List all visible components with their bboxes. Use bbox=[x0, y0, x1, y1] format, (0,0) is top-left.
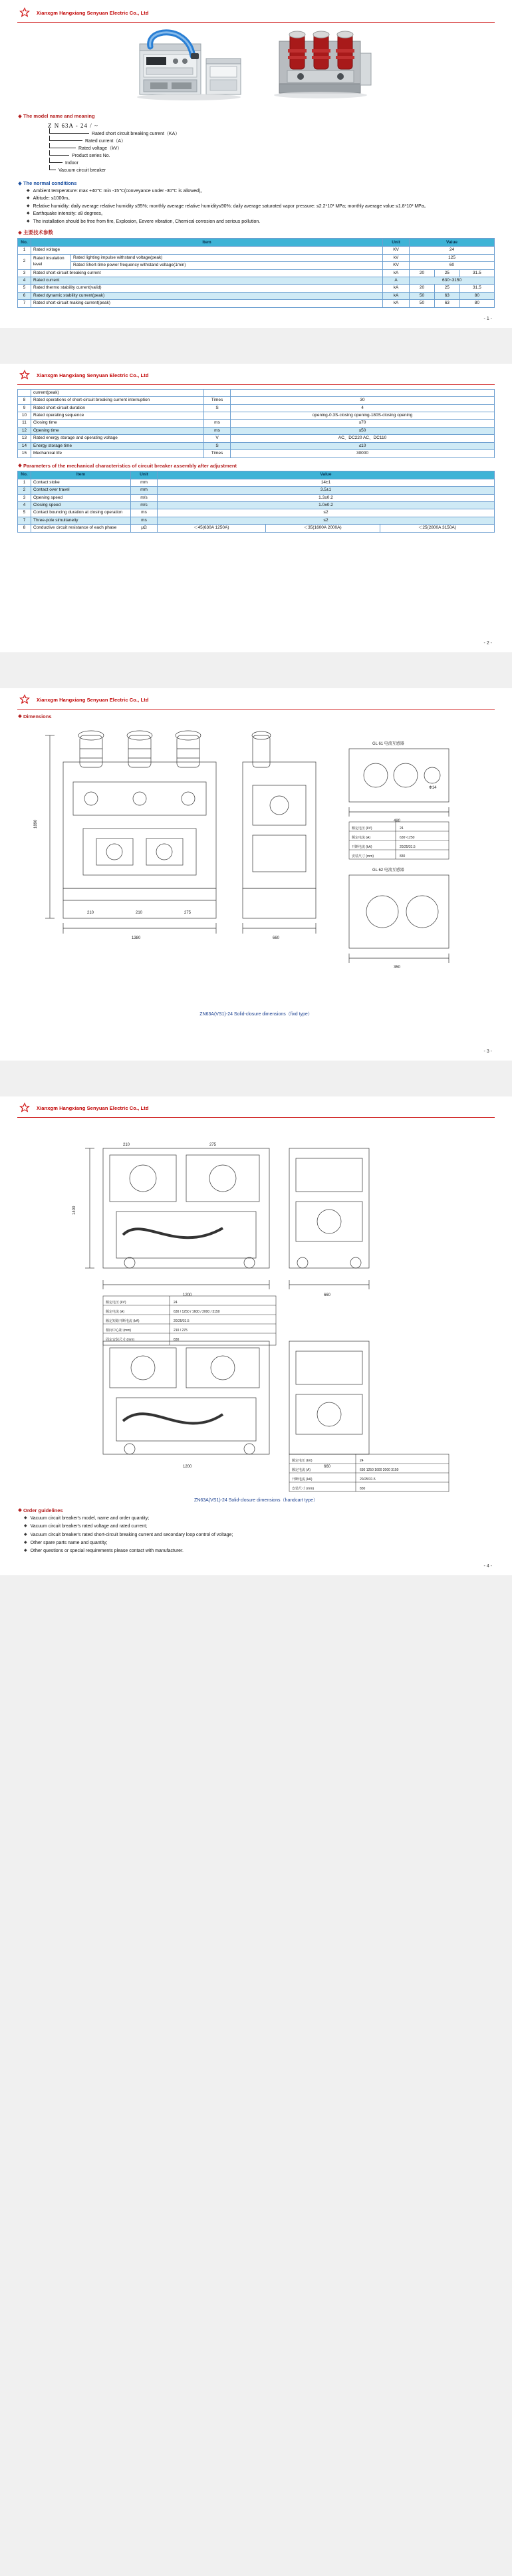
svg-text:额定电压 (kV): 额定电压 (kV) bbox=[292, 1458, 313, 1463]
svg-text:20/25/31.5: 20/25/31.5 bbox=[360, 1477, 376, 1481]
cell-unit: S bbox=[204, 442, 231, 450]
cell-item: Closing time bbox=[31, 420, 204, 427]
table-row bbox=[18, 525, 495, 532]
company-name: Xianxgm Hangxiang Senyuan Electric Co., Ltd bbox=[37, 1104, 149, 1111]
cell-subitem: Rated Short-time power frequency withstand voltage(1min) bbox=[71, 262, 383, 269]
bullet-square-icon bbox=[18, 182, 22, 186]
table-row bbox=[18, 487, 495, 494]
cell-unit: Times bbox=[204, 450, 231, 457]
model-line: Product series No. bbox=[49, 153, 495, 160]
cell-item: Closing speed bbox=[31, 501, 131, 509]
col-item: Item bbox=[31, 239, 383, 247]
cell-unit: KV bbox=[383, 262, 410, 269]
svg-text:额定电流 (A): 额定电流 (A) bbox=[292, 1468, 311, 1472]
main-parameters-table bbox=[17, 238, 495, 308]
cell-item: Rated insulation level bbox=[31, 254, 71, 269]
cell-value: 30 bbox=[231, 397, 495, 404]
svg-text:630 1250 1600 2000 3150: 630 1250 1600 2000 3150 bbox=[360, 1468, 399, 1472]
cell-no bbox=[18, 389, 31, 396]
cell-unit: kA bbox=[383, 292, 410, 299]
mechanical-parameters-table bbox=[17, 471, 495, 533]
document-header bbox=[17, 688, 495, 709]
leader-line-icon bbox=[49, 128, 89, 134]
section-dimensions bbox=[19, 713, 495, 719]
cell-item: Rated short-circuit making current(peak) bbox=[31, 300, 383, 307]
model-code: Z N 63A - 24 / ~ bbox=[48, 122, 98, 129]
cell-no: 5 bbox=[18, 509, 31, 517]
svg-text:660: 660 bbox=[324, 1293, 331, 1297]
cell-value: 30000 bbox=[231, 450, 495, 457]
cell-value: ≤70 bbox=[231, 420, 495, 427]
svg-text:20/25/31.5: 20/25/31.5 bbox=[400, 844, 416, 849]
col-unit: Unit bbox=[131, 471, 158, 479]
product-photos bbox=[17, 27, 495, 106]
table-row bbox=[18, 494, 495, 501]
section-model-meaning bbox=[19, 113, 495, 119]
company-name: Xianxgm Hangxiang Senyuan Electric Co., Ltd bbox=[37, 372, 149, 378]
cell-item: Rated current bbox=[31, 277, 383, 284]
section-main-tech bbox=[19, 229, 495, 236]
table-row bbox=[18, 277, 495, 284]
cell-value: ＜25(2800A 3150A) bbox=[380, 525, 494, 532]
cell-item: Opening speed bbox=[31, 494, 131, 501]
cell-value: 24 bbox=[410, 247, 495, 254]
table-row bbox=[18, 285, 495, 292]
svg-text:1890: 1890 bbox=[34, 819, 38, 829]
svg-text:350: 350 bbox=[394, 965, 401, 969]
cell-value: 50 bbox=[410, 300, 435, 307]
table-row bbox=[18, 389, 495, 396]
svg-text:275: 275 bbox=[184, 910, 192, 915]
document-header bbox=[17, 1096, 495, 1118]
cell-unit: Times bbox=[204, 397, 231, 404]
svg-text:830: 830 bbox=[400, 854, 406, 858]
svg-text:210 / 275: 210 / 275 bbox=[174, 1328, 188, 1333]
table-row bbox=[18, 517, 495, 524]
bullet-square-icon bbox=[18, 114, 22, 118]
cell-value: 630~3150 bbox=[410, 277, 495, 284]
cell-item: Rated short-circuit breaking current bbox=[31, 269, 383, 277]
table-row bbox=[18, 442, 495, 450]
diamond-bullet-icon: ◆ bbox=[27, 211, 30, 216]
table-row bbox=[18, 420, 495, 427]
cell-unit: S bbox=[204, 404, 231, 412]
cell-value: 14±1 bbox=[158, 479, 495, 486]
svg-text:1200: 1200 bbox=[183, 1464, 192, 1469]
svg-text:Φ14: Φ14 bbox=[429, 785, 437, 790]
diamond-bullet-icon: ◆ bbox=[24, 1515, 27, 1520]
condition-item: ◆ Ambient temperature: max +40℃ min -15℃(conveyance under -30℃ is allowed)。 bbox=[27, 189, 205, 194]
cell-unit: ms bbox=[204, 420, 231, 427]
cell-no: 7 bbox=[18, 300, 31, 307]
cell-unit: ms bbox=[131, 517, 158, 524]
page-number: - 4 - bbox=[483, 1563, 492, 1569]
bullet-square-icon bbox=[18, 463, 22, 467]
cell-item: Rated energy storage and operating voltage bbox=[31, 435, 204, 442]
svg-text:210: 210 bbox=[123, 1142, 130, 1147]
cell-item: Three-pole simultaneity bbox=[31, 517, 131, 524]
cell-unit: KV bbox=[383, 247, 410, 254]
cell-item: Contact bouncing duration at closing operation bbox=[31, 509, 131, 517]
cell-value bbox=[231, 389, 495, 396]
cell-value: 1.3±0.2 bbox=[158, 494, 495, 501]
cell-value: AC、DC220 AC、DC110 bbox=[231, 435, 495, 442]
svg-text:660: 660 bbox=[324, 1464, 331, 1469]
leader-line-icon bbox=[49, 136, 82, 141]
cell-no: 15 bbox=[18, 450, 31, 457]
table-row bbox=[18, 404, 495, 412]
order-item: ◆ Other spare parts name and quantity; bbox=[24, 1541, 108, 1546]
svg-text:480: 480 bbox=[394, 819, 401, 823]
cell-value: 25 bbox=[434, 269, 459, 277]
drawing-caption-handcart: ZN63A(VS1)-24 Solid-closure dimensions（handcart type） bbox=[194, 1497, 318, 1503]
cell-item: Rated voltage bbox=[31, 247, 383, 254]
cell-no: 3 bbox=[18, 269, 31, 277]
cell-no: 13 bbox=[18, 435, 31, 442]
drawing-note-ct2: GL 62 电流互感器 bbox=[372, 868, 404, 872]
cell-no: 9 bbox=[18, 404, 31, 412]
cell-value: ≤50 bbox=[231, 427, 495, 434]
cell-unit: kA bbox=[383, 269, 410, 277]
table-row bbox=[18, 300, 495, 307]
page-number: - 3 - bbox=[483, 1049, 492, 1054]
dimension-drawing-handcart bbox=[17, 1122, 495, 1494]
company-name: Xianxgm Hangxiang Senyuan Electric Co., Ltd bbox=[37, 10, 149, 16]
section-normal-conditions bbox=[19, 180, 495, 186]
svg-text:额定电流 (A): 额定电流 (A) bbox=[352, 835, 371, 840]
model-line: Rated short circuit breaking current（KA） bbox=[49, 131, 495, 138]
table-row bbox=[18, 450, 495, 457]
cell-value: ＜35(1600A 2000A) bbox=[265, 525, 380, 532]
cell-no: 14 bbox=[18, 442, 31, 450]
svg-text:开断电流 (kA): 开断电流 (kA) bbox=[352, 844, 372, 849]
svg-text:275: 275 bbox=[209, 1142, 217, 1147]
bullet-square-icon bbox=[18, 231, 22, 235]
cell-no: 4 bbox=[18, 277, 31, 284]
svg-text:20/25/31.5: 20/25/31.5 bbox=[174, 1319, 190, 1323]
col-item: Item bbox=[31, 471, 131, 479]
section-title-text: The normal conditions bbox=[23, 180, 77, 187]
cell-item: Contact over travel bbox=[31, 487, 131, 494]
table-row bbox=[18, 269, 495, 277]
leader-line-icon bbox=[49, 150, 69, 156]
cell-value: 1.0±0.2 bbox=[158, 501, 495, 509]
conditions-list bbox=[27, 188, 495, 225]
cell-value: ≤2 bbox=[158, 517, 495, 524]
cell-no: 2 bbox=[18, 487, 31, 494]
cell-value: 80 bbox=[459, 292, 494, 299]
cell-subitem: Rated lighting impulse withstand voltage(peak) bbox=[71, 254, 383, 261]
order-item: ◆ Vacuum circuit breaker's rated short-circuit breaking current and secondary loop control of voltage; bbox=[24, 1532, 233, 1537]
table-row bbox=[18, 501, 495, 509]
company-logo-icon bbox=[17, 7, 32, 19]
cell-no: 7 bbox=[18, 517, 31, 524]
diamond-bullet-icon: ◆ bbox=[27, 189, 30, 193]
diamond-bullet-icon: ◆ bbox=[24, 1541, 27, 1545]
order-item: ◆ Vacuum circuit breaker's model, name and order quantity; bbox=[24, 1515, 150, 1521]
cell-no: 8 bbox=[18, 397, 31, 404]
svg-text:额定电压 (kV): 额定电压 (kV) bbox=[352, 826, 372, 831]
dimension-drawing-fixed bbox=[17, 722, 495, 1008]
cell-no: 3 bbox=[18, 494, 31, 501]
svg-text:830: 830 bbox=[360, 1486, 366, 1491]
cell-value: 50 bbox=[410, 292, 435, 299]
cell-value: 31.5 bbox=[459, 269, 494, 277]
model-line: Indoor bbox=[49, 160, 495, 168]
page-4 bbox=[0, 1096, 512, 1575]
table-row bbox=[18, 412, 495, 420]
svg-text:额定电流 (A): 额定电流 (A) bbox=[106, 1309, 125, 1314]
page-3 bbox=[0, 688, 512, 1061]
svg-text:固定安装尺寸 (mm): 固定安装尺寸 (mm) bbox=[106, 1337, 135, 1342]
cell-unit: kV bbox=[383, 254, 410, 261]
cell-unit: kA bbox=[383, 300, 410, 307]
cell-no: 6 bbox=[18, 292, 31, 299]
model-meaning-block bbox=[48, 122, 495, 175]
cell-no: 4 bbox=[18, 501, 31, 509]
table-row bbox=[18, 262, 495, 269]
document-header bbox=[17, 1, 495, 23]
cell-unit: m/s bbox=[131, 501, 158, 509]
svg-text:630 / 1250 / 1600 / 2000 / 315: 630 / 1250 / 1600 / 2000 / 3150 bbox=[174, 1309, 220, 1314]
document-header bbox=[17, 364, 495, 385]
page-number: - 1 - bbox=[483, 316, 492, 321]
col-unit: Unit bbox=[383, 239, 410, 247]
cell-value: 25 bbox=[434, 285, 459, 292]
condition-item: ◆ Earthquake intensity: ≤8 degrees。 bbox=[27, 211, 106, 217]
cell-value: 80 bbox=[459, 300, 494, 307]
cell-item: Conductive circuit resistance of each phase bbox=[31, 525, 131, 532]
table-row bbox=[18, 292, 495, 299]
table-row bbox=[18, 427, 495, 434]
table-header-row bbox=[18, 471, 495, 479]
svg-text:1380: 1380 bbox=[132, 936, 141, 940]
svg-text:660: 660 bbox=[273, 936, 280, 940]
bullet-square-icon bbox=[18, 714, 22, 718]
cell-no: 2 bbox=[18, 254, 31, 269]
cell-no: 10 bbox=[18, 412, 31, 420]
company-logo-icon bbox=[17, 1102, 32, 1114]
page-gap bbox=[0, 328, 512, 364]
svg-text:安装尺寸 (mm): 安装尺寸 (mm) bbox=[292, 1486, 315, 1491]
diamond-bullet-icon: ◆ bbox=[27, 196, 30, 201]
model-line: Rated voltage（kV） bbox=[49, 146, 495, 153]
cell-unit: mm bbox=[131, 479, 158, 486]
cell-unit: m/s bbox=[131, 494, 158, 501]
cell-no: 1 bbox=[18, 479, 31, 486]
cell-item: current(peak) bbox=[31, 389, 204, 396]
cell-unit: ms bbox=[131, 509, 158, 517]
section-title-text: 主要技术参数 bbox=[23, 229, 53, 236]
svg-text:24: 24 bbox=[174, 1300, 178, 1305]
svg-text:额定短路开断电流 (kA): 额定短路开断电流 (kA) bbox=[106, 1319, 140, 1323]
drawing-caption-fixed: ZN63A(VS1)-24 Solid-closure dimensions（fixd type） bbox=[199, 1011, 313, 1017]
cell-value: 20 bbox=[410, 285, 435, 292]
cell-item: Mechanical life bbox=[31, 450, 204, 457]
order-guidelines-list bbox=[24, 1515, 495, 1555]
cell-unit: μΩ bbox=[131, 525, 158, 532]
section-mech-params bbox=[19, 463, 495, 469]
cell-no: 8 bbox=[18, 525, 31, 532]
product-photo-breaker bbox=[261, 27, 384, 106]
cell-value: 3.5±1 bbox=[158, 487, 495, 494]
section-order-guidelines bbox=[19, 1507, 495, 1513]
cell-unit bbox=[204, 389, 231, 396]
cell-value: ≤2 bbox=[158, 509, 495, 517]
svg-text:630~1250: 630~1250 bbox=[400, 835, 415, 840]
page-gap bbox=[0, 652, 512, 688]
model-line: Vacuum circuit breaker bbox=[49, 168, 495, 175]
svg-text:开断电流 (kA): 开断电流 (kA) bbox=[292, 1477, 313, 1481]
cell-no: 12 bbox=[18, 427, 31, 434]
cell-no: 5 bbox=[18, 285, 31, 292]
cell-item: Rated operations of short-circuit breaking current interruption bbox=[31, 397, 204, 404]
section-title-text: Parameters of the mechanical characteristics of circuit breaker assembly after adjustment bbox=[23, 462, 237, 469]
cell-value: 63 bbox=[434, 292, 459, 299]
cell-no: 1 bbox=[18, 247, 31, 254]
cell-unit: A bbox=[383, 277, 410, 284]
cell-value: 125 bbox=[410, 254, 495, 261]
cell-unit: kA bbox=[383, 285, 410, 292]
diamond-bullet-icon: ◆ bbox=[27, 219, 30, 223]
cell-no: 11 bbox=[18, 420, 31, 427]
table-row bbox=[18, 509, 495, 517]
col-value: Value bbox=[410, 239, 495, 247]
section-title-text: The model name and meaning bbox=[23, 113, 95, 119]
condition-item: ◆ Altitude: ≤1000m。 bbox=[27, 196, 73, 201]
cell-item: Opening time bbox=[31, 427, 204, 434]
order-item: ◆ Other questions or special requirements please contact with manufacturer. bbox=[24, 1549, 184, 1554]
page-1 bbox=[0, 0, 512, 328]
drawing-note-ct1: GL 61 电流互感器 bbox=[372, 741, 404, 746]
cell-item: Contact stoke bbox=[31, 479, 131, 486]
product-photo-cabinet bbox=[128, 27, 251, 106]
cell-value: 60 bbox=[410, 262, 495, 269]
company-logo-icon bbox=[17, 369, 32, 382]
table-row bbox=[18, 247, 495, 254]
svg-text:24: 24 bbox=[360, 1458, 364, 1463]
model-lines bbox=[49, 131, 495, 175]
leader-line-icon bbox=[49, 158, 63, 163]
cell-unit: mm bbox=[131, 487, 158, 494]
svg-text:210: 210 bbox=[87, 910, 94, 915]
section-title-text: Dimensions bbox=[23, 713, 52, 719]
cell-value: ≤10 bbox=[231, 442, 495, 450]
svg-text:830: 830 bbox=[174, 1337, 180, 1342]
cell-value: opening-0.3S-closing opening-180S-closing opening bbox=[231, 412, 495, 420]
cell-item: Energy storage time bbox=[31, 442, 204, 450]
company-logo-icon bbox=[17, 694, 32, 706]
diamond-bullet-icon: ◆ bbox=[24, 1524, 27, 1529]
svg-text:1200: 1200 bbox=[183, 1293, 192, 1297]
cell-value: 31.5 bbox=[459, 285, 494, 292]
table-row bbox=[18, 397, 495, 404]
cell-value: ＜45(630A 1250A) bbox=[158, 525, 266, 532]
page-number: - 2 - bbox=[483, 640, 492, 646]
cell-item: Rated operating sequence bbox=[31, 412, 204, 420]
main-parameters-table-continued bbox=[17, 389, 495, 458]
cell-value: 20 bbox=[410, 269, 435, 277]
svg-text:210: 210 bbox=[136, 910, 143, 915]
leader-line-icon bbox=[49, 165, 56, 170]
cell-item: Rated dynamic stability current(peak) bbox=[31, 292, 383, 299]
bullet-square-icon bbox=[18, 1508, 22, 1512]
page-gap bbox=[0, 1061, 512, 1096]
cell-value: 63 bbox=[434, 300, 459, 307]
cell-item: Rated short-circuit duration bbox=[31, 404, 204, 412]
cell-unit: V bbox=[204, 435, 231, 442]
order-item: ◆ Vacuum circuit breaker's rated voltage and rated current; bbox=[24, 1524, 148, 1529]
table-header-row bbox=[18, 239, 495, 247]
cell-item: Rated thermo stability current(valid) bbox=[31, 285, 383, 292]
col-value: Value bbox=[158, 471, 495, 479]
col-no: No. bbox=[18, 239, 31, 247]
col-no: No. bbox=[18, 471, 31, 479]
diamond-bullet-icon: ◆ bbox=[24, 1549, 27, 1553]
model-line: Rated current（A） bbox=[49, 138, 495, 146]
table-row bbox=[18, 254, 495, 261]
svg-text:1400: 1400 bbox=[72, 1206, 76, 1215]
page-2 bbox=[0, 364, 512, 652]
svg-text:安装尺寸 (mm): 安装尺寸 (mm) bbox=[352, 854, 374, 858]
cell-value: 4 bbox=[231, 404, 495, 412]
cell-unit: ms bbox=[204, 427, 231, 434]
table-row bbox=[18, 435, 495, 442]
company-name: Xianxgm Hangxiang Senyuan Electric Co., Ltd bbox=[37, 696, 149, 703]
leader-line-icon bbox=[49, 143, 76, 148]
condition-item: ◆ The installation should be free from fire, Explosion, Eevere vibration, Chemical corrosion and serious pollution. bbox=[27, 219, 261, 224]
section-title-text: Order guidelines bbox=[23, 1507, 63, 1513]
diamond-bullet-icon: ◆ bbox=[27, 203, 30, 208]
svg-text:相间中心距 (mm): 相间中心距 (mm) bbox=[106, 1328, 132, 1333]
cell-unit bbox=[204, 412, 231, 420]
svg-text:24: 24 bbox=[400, 826, 404, 831]
svg-text:额定电压 (kV): 额定电压 (kV) bbox=[106, 1300, 126, 1305]
table-row bbox=[18, 479, 495, 486]
diamond-bullet-icon: ◆ bbox=[24, 1532, 27, 1537]
condition-item: ◆ Relative humidity: daily average relative humidity ≤95%; monthly average relative humidity≤90%; daily average saturated vapor pressure: ≤2.2*10³ MPa; monthly average value ≤1.8*10³ MPa。 bbox=[27, 203, 429, 209]
